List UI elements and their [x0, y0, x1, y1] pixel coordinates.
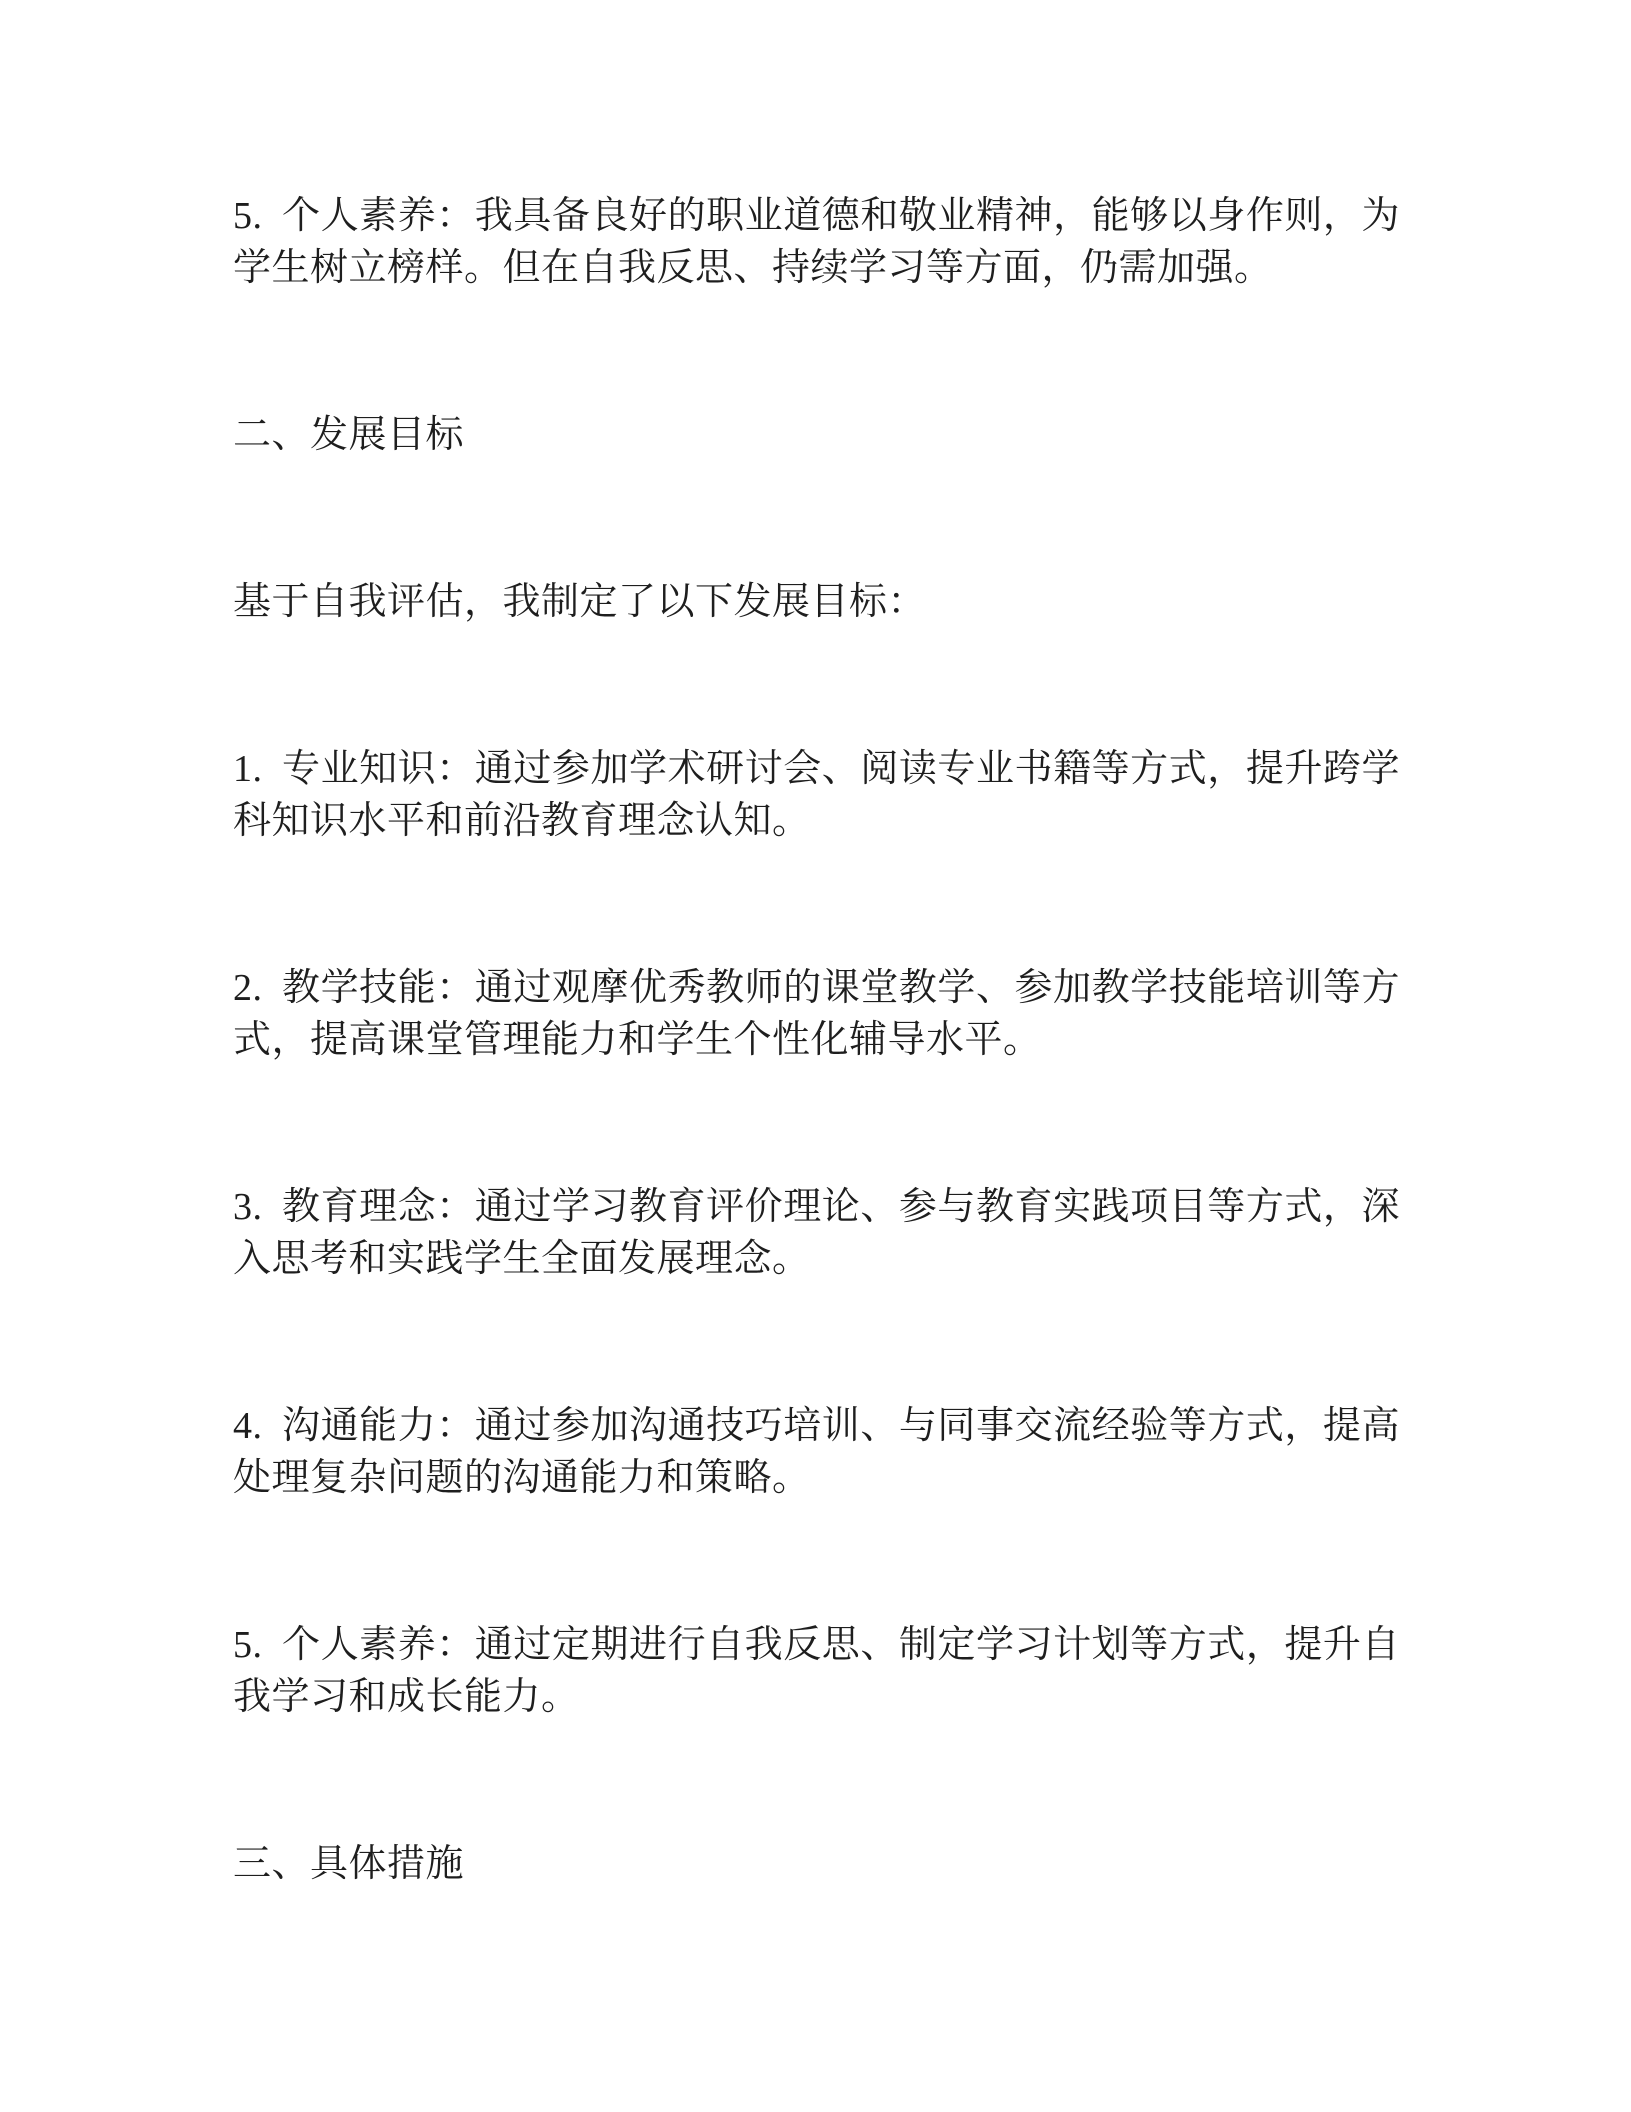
paragraph-goal3-education-philosophy: 3. 教育理念：通过学习教育评价理论、参与教育实践项目等方式，深入思考和实践学生全面发展理念。 — [233, 1186, 1400, 1280]
paragraph-goals-intro: 基于自我评估，我制定了以下发展目标： — [233, 581, 927, 623]
paragraph-goal1-professional-knowledge: 1. 专业知识：通过参加学术研讨会、阅读专业书籍等方式，提升跨学科知识水平和前沿教育理念认知。 — [233, 748, 1400, 842]
paragraph-item5-personal-quality-assessment: 5. 个人素养：我具备良好的职业道德和敬业精神，能够以身作则，为学生树立榜样。但在自我反思、持续学习等方面，仍需加强。 — [233, 195, 1400, 289]
paragraph-goal5-personal-quality: 5. 个人素养：通过定期进行自我反思、制定学习计划等方式，提升自我学习和成长能力。 — [233, 1624, 1400, 1718]
section-heading-specific-measures: 三、具体措施 — [233, 1843, 465, 1885]
paragraph-goal2-teaching-skills: 2. 教学技能：通过观摩优秀教师的课堂教学、参加教学技能培训等方式，提高课堂管理能力和学生个性化辅导水平。 — [233, 967, 1400, 1061]
paragraph-goal4-communication-ability: 4. 沟通能力：通过参加沟通技巧培训、与同事交流经验等方式，提高处理复杂问题的沟通能力和策略。 — [233, 1405, 1400, 1499]
section-heading-development-goals: 二、发展目标 — [233, 414, 465, 456]
